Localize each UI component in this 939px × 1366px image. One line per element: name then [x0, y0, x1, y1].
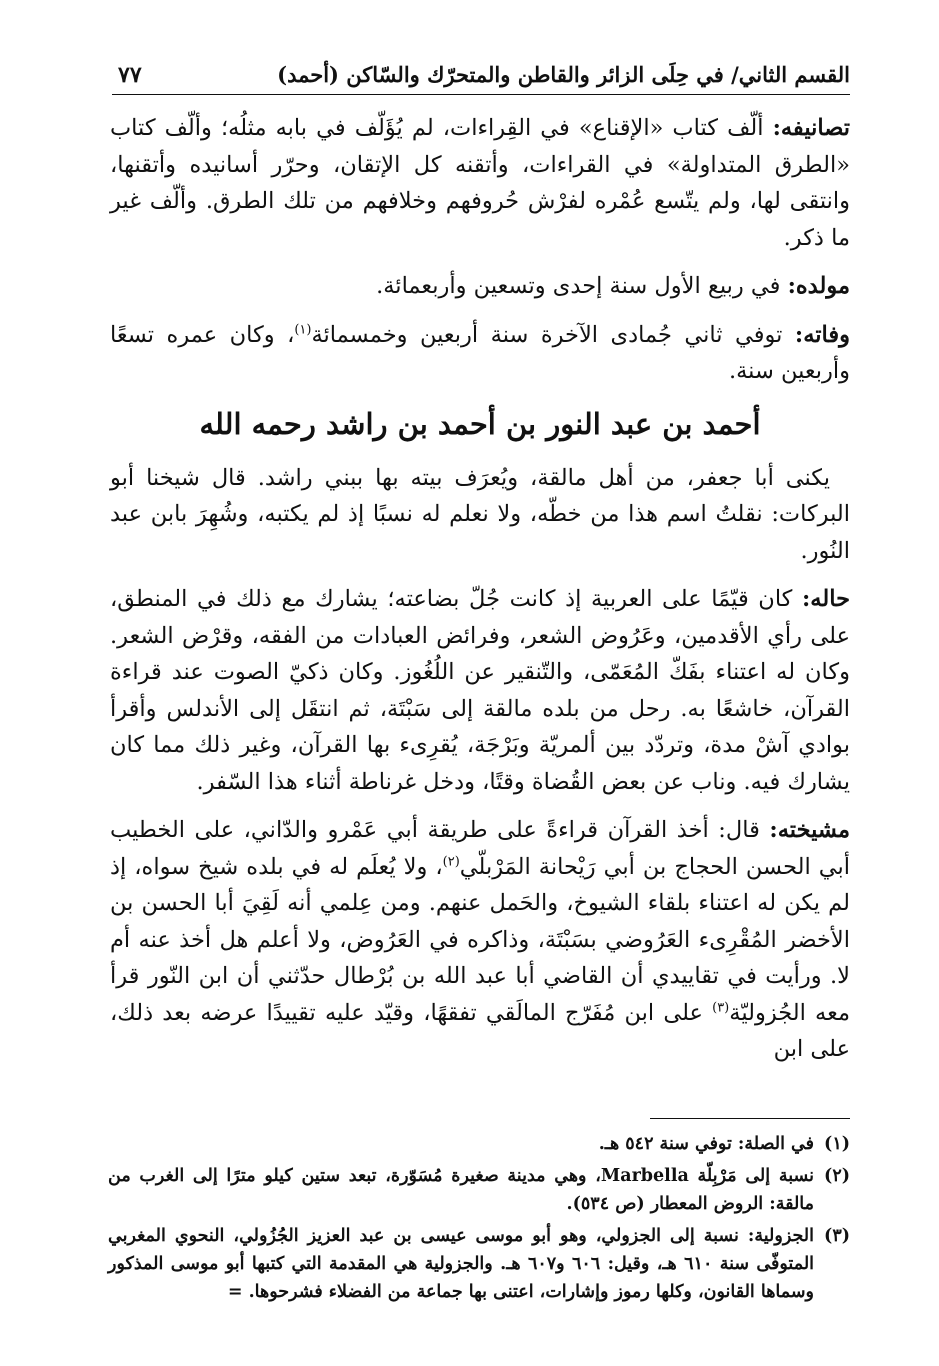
- footnotes: [108, 1130, 850, 1310]
- teachers-text-3: على ابن مُفَرّج المالَقي تفقهًا، وقيّد عليه تقييدًا عرضه بعد ذلك، على ابن: [110, 999, 850, 1062]
- main-text: [110, 110, 850, 1080]
- footnote-number: (٣): [824, 1226, 850, 1246]
- status-text: كان قيّمًا على العربية إذ كانت جُلّ بضاعته؛ يشارك مع ذلك في المنطق، على رأي الأقدمين، وعَرُوض الشعر، وفرائض العبادات من الفقه، وقرْض الشعر. وكان له اعتناء بفَكّ المُعَمّى، والتّنقير عن اللُغُوز. وكان ذكيّ الصوت عند قراءة القرآن، خاشعًا به. رحل من بلده مالقة إلى سَبْتَة، ثم انتقَل إلى الأندلس وأقرأ بوادي آشْ مدة، وتردّد بين ألمريّة وبَرْجَة، يُقرِىء بها القرآن، وغير ذلك مما كان يشارك فيه. وناب عن بعض القُضاة وقتًا، ودخل غرناطة أثناء هذا السّفر.: [110, 586, 850, 795]
- teachers-paragraph: [110, 812, 850, 1068]
- teachers-label: مشيخته:: [769, 817, 851, 843]
- intro-paragraph: [110, 460, 850, 570]
- footnote-text: في الصلة: توفي سنة ٥٤٢ هـ.: [598, 1134, 814, 1154]
- birth-paragraph: [110, 268, 850, 305]
- birth-label: مولده:: [787, 273, 850, 299]
- status-label: حاله:: [802, 586, 850, 612]
- footnote-text: الجزولية: نسبة إلى الجزولي، وهو أبو موسى عيسى بن عبد العزيز الجُزُولي، النحوي المغربي المتوفّى سنة ٦١٠ هـ، وقيل: ٦٠٦ و٦٠٧ هـ. والجزولية هي المقدمة التي كتبها أبو موسى المذكور وسماها القانون، وكلها رموز وإشارات، اعتنى بها جماعة من الفضلاء فشرحوها. =: [108, 1226, 815, 1302]
- teachers-text-1: قال: أخذ القرآن قراءةً على طريقة أبي عَمْرو والدّاني، على الخطيب أبي الحسن الحجاج بن أبي رَيْحانة المَرْبلّي: [110, 817, 851, 880]
- works-label: تصانيفه:: [772, 115, 850, 141]
- footnote-3: [108, 1222, 850, 1306]
- birth-text: في ربيع الأول سنة إحدى وتسعين وأربعمائة.: [376, 273, 781, 299]
- footnote-ref-1: (١): [294, 322, 312, 337]
- footnote-2: [108, 1162, 850, 1218]
- death-text-after: ، وكان عمره تسعًا وأربعين سنة.: [110, 321, 850, 384]
- footnote-1: [108, 1130, 850, 1158]
- biography-heading: أحمد بن عبد النور بن أحمد بن راشد رحمه الله: [199, 406, 761, 441]
- footnote-number: (٢): [824, 1166, 850, 1186]
- death-paragraph: [110, 317, 850, 390]
- footnote-ref-3: (٣): [712, 1000, 730, 1015]
- intro-text: يكنى أبا جعفر، من أهل مالقة، ويُعرَف بيته بها ببني راشد. قال شيخنا أبو البركات: نقلتُ اسم هذا من خطّه، ولا نعلم له نسبًا إذ لم يكتبه، وشُهِرَ بابن عبد النُور.: [110, 464, 850, 564]
- works-paragraph: [110, 110, 850, 256]
- footnote-ref-2: (٢): [442, 854, 460, 869]
- page-number: ٧٧: [118, 62, 142, 88]
- status-paragraph: [110, 581, 850, 800]
- footnote-separator: [650, 1118, 850, 1119]
- death-text-before: توفي ثاني جُمادى الآخرة سنة أربعين وخمسمائة: [311, 321, 783, 348]
- running-header: [112, 58, 850, 95]
- footnote-number: (١): [824, 1134, 850, 1154]
- works-text: ألّف كتاب «الإقناع» في القِراءات، لم يُؤَلّف في بابه مثلُه؛ وألّف كتاب «الطرق المتداولة» في القراءات، وأتقنه كل الإتقان، وحرّر أسانيده وأتقنها، وانتقى لها، ولم يتّسع عُمْره لفرْش حُروفهم وخلافهم من تلك الطرق. وألّف غير ما ذكر.: [110, 115, 850, 251]
- running-header-title: القسم الثاني/ في حِلَى الزائر والقاطن والمتحرّك والسّاكن (أحمد): [277, 62, 850, 87]
- teachers-text-2: ، ولا يُعلَم له في بلده شيخ سواه، إذ لم يكن له اعتناء بلقاء الشيوخ، والحَمل عنهم. ومن عِلمي أنه لَقِيَ أبا الحسن بن الأخضر المُقْرِىء العَرُوضي بسَبْتَة، وذاكره في العَرُوض، ولا أعلم هل أخذ عنه أم لا. ورأيت في تقاييدي أن القاضي أبا عبد الله بن بُرْطال حدّثني أن ابن النّور قرأ معه الجُزوليّة: [110, 853, 850, 1026]
- footnote-text: نسبة إلى مَرْبِلّة Marbella، وهي مدينة صغيرة مُسَوّرة، تبعد ستين كيلو مترًا إلى الغرب من مالقة: الروض المعطار (ص ٥٣٤).: [108, 1166, 814, 1214]
- death-label: وفاته:: [794, 321, 850, 348]
